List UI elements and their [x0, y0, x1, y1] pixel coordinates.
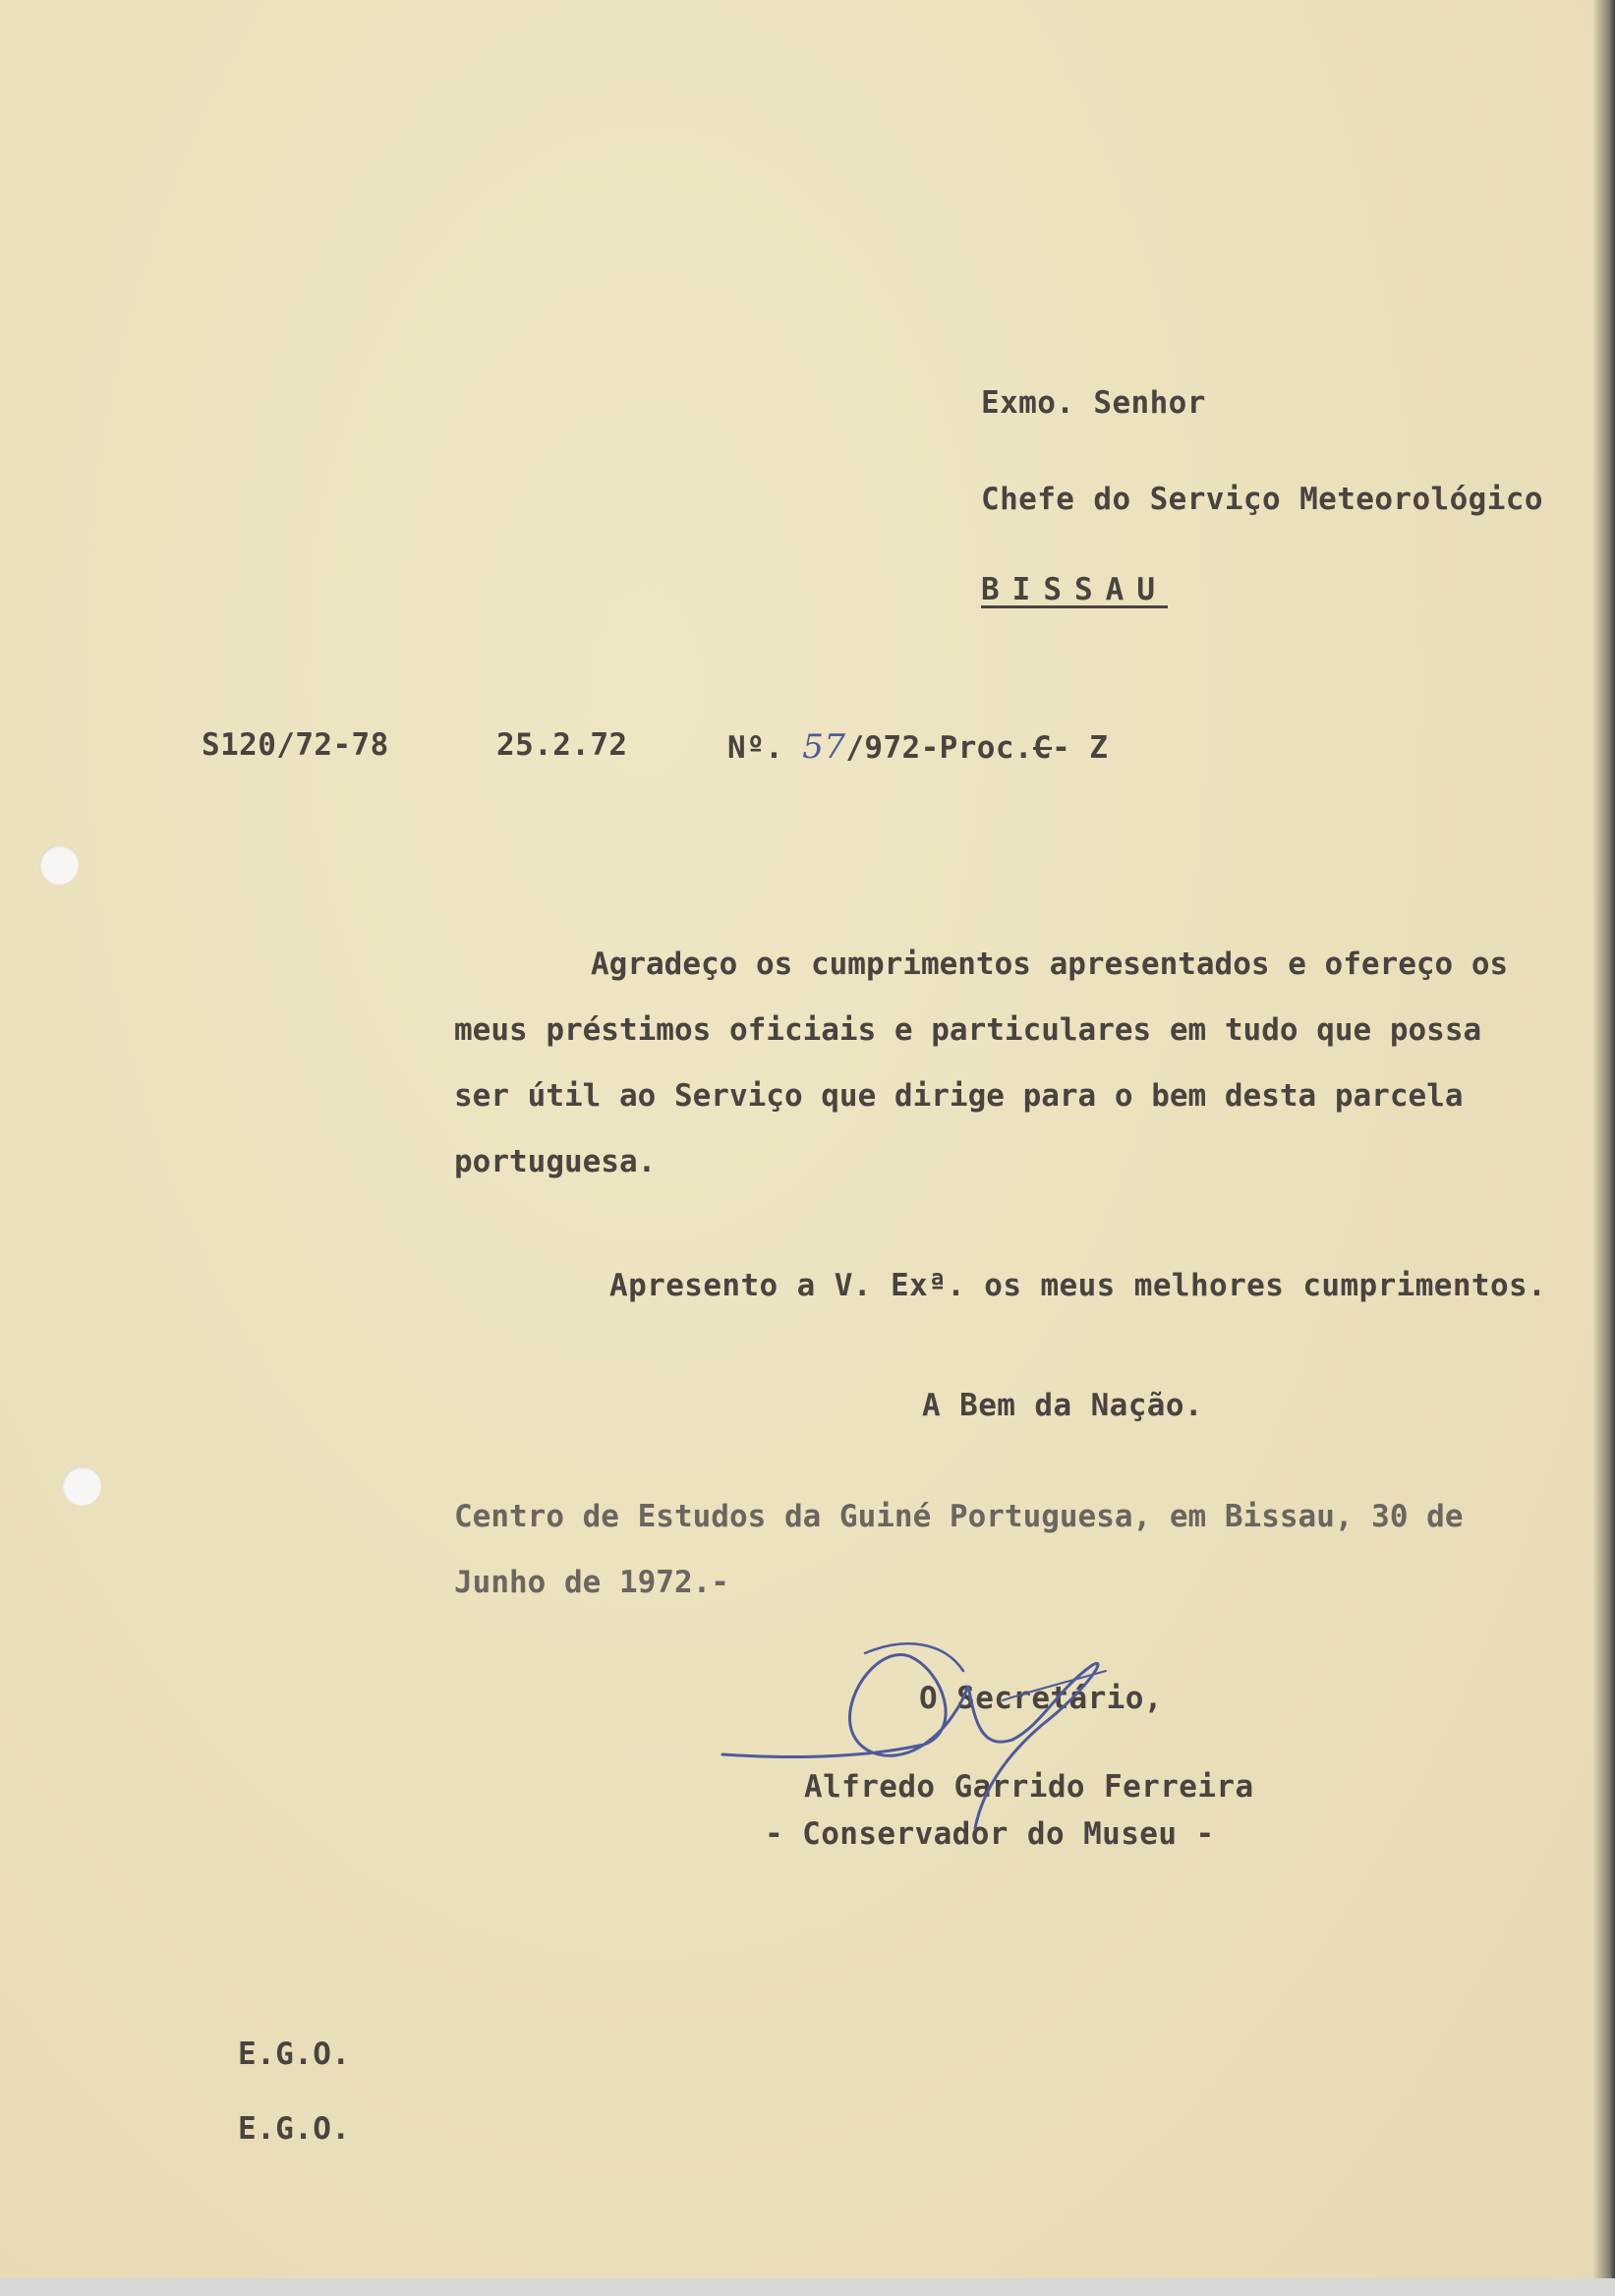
- addressee-title: Chefe do Serviço Meteorológico: [981, 482, 1543, 517]
- salutation: Exmo. Senhor: [981, 385, 1206, 421]
- footer-initials-1: E.G.O.: [238, 2037, 351, 2072]
- signature-role: O Secretário,: [919, 1681, 1163, 1716]
- handwritten-signature: [718, 1632, 1239, 1858]
- scan-edge-shadow: [1593, 0, 1615, 2278]
- signatory-position: - Conservador do Museu -: [765, 1816, 1215, 1852]
- punch-hole-bottom: [62, 1466, 101, 1506]
- closing-formula: A Bem da Nação.: [922, 1388, 1203, 1423]
- reference-number-handwritten: 57: [802, 727, 846, 767]
- paragraph-1-line: Agradeço os cumprimentos apresentados e ofereço os: [591, 947, 1509, 982]
- addressee-city: BISSAU: [981, 572, 1168, 607]
- place-and-date: [454, 1484, 1464, 1616]
- reference-date: 25.2.72: [496, 727, 628, 763]
- body-paragraph-1: [454, 932, 1508, 1195]
- place-date-line: Centro de Estudos da Guiné Portuguesa, em Bissau, 30 de: [454, 1499, 1464, 1534]
- reference-number-suffix: /972-Proc.: [845, 730, 1033, 766]
- reference-number-prefix: Nº.: [727, 730, 784, 766]
- reference-proc-struck: C: [1033, 730, 1053, 766]
- paragraph-1-line: ser útil ao Serviço que dirige para o bem desta parcela: [454, 1078, 1464, 1114]
- reference-code: S120/72-78: [202, 727, 389, 763]
- body-paragraph-2: Apresento a V. Exª. os meus melhores cumprimentos.: [609, 1268, 1547, 1303]
- signatory-name: Alfredo Garrido Ferreira: [804, 1769, 1254, 1805]
- scan-bottom-strip: [0, 2278, 1615, 2296]
- footer-initials-2: E.G.O.: [238, 2111, 351, 2147]
- paragraph-1-line: meus préstimos oficiais e particulares em tudo que possa: [454, 1012, 1482, 1048]
- reference-number: [727, 727, 1108, 767]
- paragraph-1-line: portuguesa.: [454, 1144, 657, 1179]
- place-date-line: Junho de 1972.-: [454, 1565, 729, 1600]
- reference-proc-letter: - Z: [1052, 730, 1109, 766]
- punch-hole-top: [39, 845, 79, 885]
